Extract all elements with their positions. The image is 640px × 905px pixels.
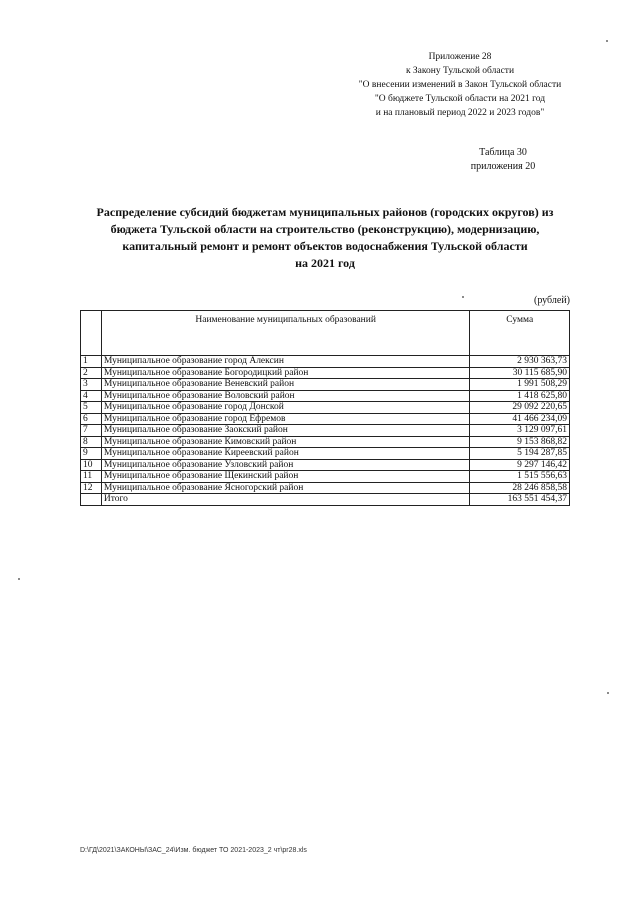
table-row [81,459,570,471]
scan-speck [606,40,608,42]
document-title [70,204,580,272]
row-municipality: Муниципальное образование Воловский район [101,390,470,402]
row-municipality: Муниципальное образование Узловский район [101,459,470,471]
row-amount: 28 246 858,58 [470,482,570,494]
table-row [81,402,570,414]
total-number [81,494,102,506]
row-municipality: Муниципальное образование Веневский район [101,379,470,391]
appendix-line-2: к Закону Тульской области [405,66,515,76]
row-municipality: Муниципальное образование Киреевский район [101,448,470,460]
row-amount: 3 129 097,61 [470,425,570,437]
header-sum: Сумма [470,311,570,356]
appendix-line-3: "О внесении изменений в Закон Тульской области [358,80,562,90]
row-number: 9 [81,448,102,460]
table-row [81,367,570,379]
row-number: 4 [81,390,102,402]
row-municipality: Муниципальное образование Заокский район [101,425,470,437]
appendix-line-1: Приложение 28 [428,52,492,62]
row-number: 12 [81,482,102,494]
total-label: Итого [101,494,470,506]
table-row [81,448,570,460]
table-row [81,425,570,437]
subsidy-table [80,310,570,506]
row-municipality: Муниципальное образование Ясногорский район [101,482,470,494]
row-number: 6 [81,413,102,425]
title-line-2: бюджета Тульской области на строительство (реконструкцию), модернизацию, [110,222,540,236]
row-amount: 9 153 868,82 [470,436,570,448]
scan-speck [462,296,464,298]
row-municipality: Муниципальное образование город Алексин [101,356,470,368]
row-amount: 9 297 146,42 [470,459,570,471]
row-number: 5 [81,402,102,414]
title-line-3: капитальный ремонт и ремонт объектов водоснабжения Тульской области [122,239,528,253]
file-path-footer: D:\ГД\2021\ЗАКОНЫ\ЗАС_24\Изм. бюджет ТО 2021-2023_2 чт\pr28.xls [80,847,307,854]
row-municipality: Муниципальное образование Богородицкий район [101,367,470,379]
table-header-row [81,311,570,356]
row-amount: 30 115 685,90 [470,367,570,379]
table-reference [438,146,568,174]
row-amount: 1 418 625,80 [470,390,570,402]
table-ref-line-2: приложения 20 [470,161,536,172]
title-line-1: Распределение субсидий бюджетам муниципальных районов (городских округов) из [96,205,554,219]
row-amount: 1 991 508,29 [470,379,570,391]
row-number: 7 [81,425,102,437]
table-row [81,471,570,483]
appendix-header [330,50,590,120]
row-number: 1 [81,356,102,368]
table-row [81,482,570,494]
header-name: Наименование муниципальных образований [101,311,470,356]
appendix-line-4: "О бюджете Тульской области на 2021 год [374,94,546,104]
title-line-4: на 2021 год [295,256,355,270]
scan-speck [18,578,20,580]
table-row [81,356,570,368]
row-municipality: Муниципальное образование Щекинский район [101,471,470,483]
row-amount: 1 515 556,63 [470,471,570,483]
row-municipality: Муниципальное образование Кимовский район [101,436,470,448]
row-amount: 29 092 220,65 [470,402,570,414]
appendix-line-5: и на плановый период 2022 и 2023 годов" [375,108,545,118]
row-amount: 41 466 234,09 [470,413,570,425]
table-row [81,436,570,448]
row-number: 3 [81,379,102,391]
table-row [81,413,570,425]
row-municipality: Муниципальное образование город Ефремов [101,413,470,425]
total-row [81,494,570,506]
table-row [81,379,570,391]
row-amount: 5 194 287,85 [470,448,570,460]
scan-speck [607,692,609,694]
table-row [81,390,570,402]
header-number [81,311,102,356]
table-ref-line-1: Таблица 30 [479,147,527,158]
row-number: 8 [81,436,102,448]
total-sum: 163 551 454,37 [470,494,570,506]
row-municipality: Муниципальное образование город Донской [101,402,470,414]
currency-unit: (рублей) [533,295,570,306]
row-number: 10 [81,459,102,471]
row-number: 11 [81,471,102,483]
row-amount: 2 930 363,73 [470,356,570,368]
row-number: 2 [81,367,102,379]
